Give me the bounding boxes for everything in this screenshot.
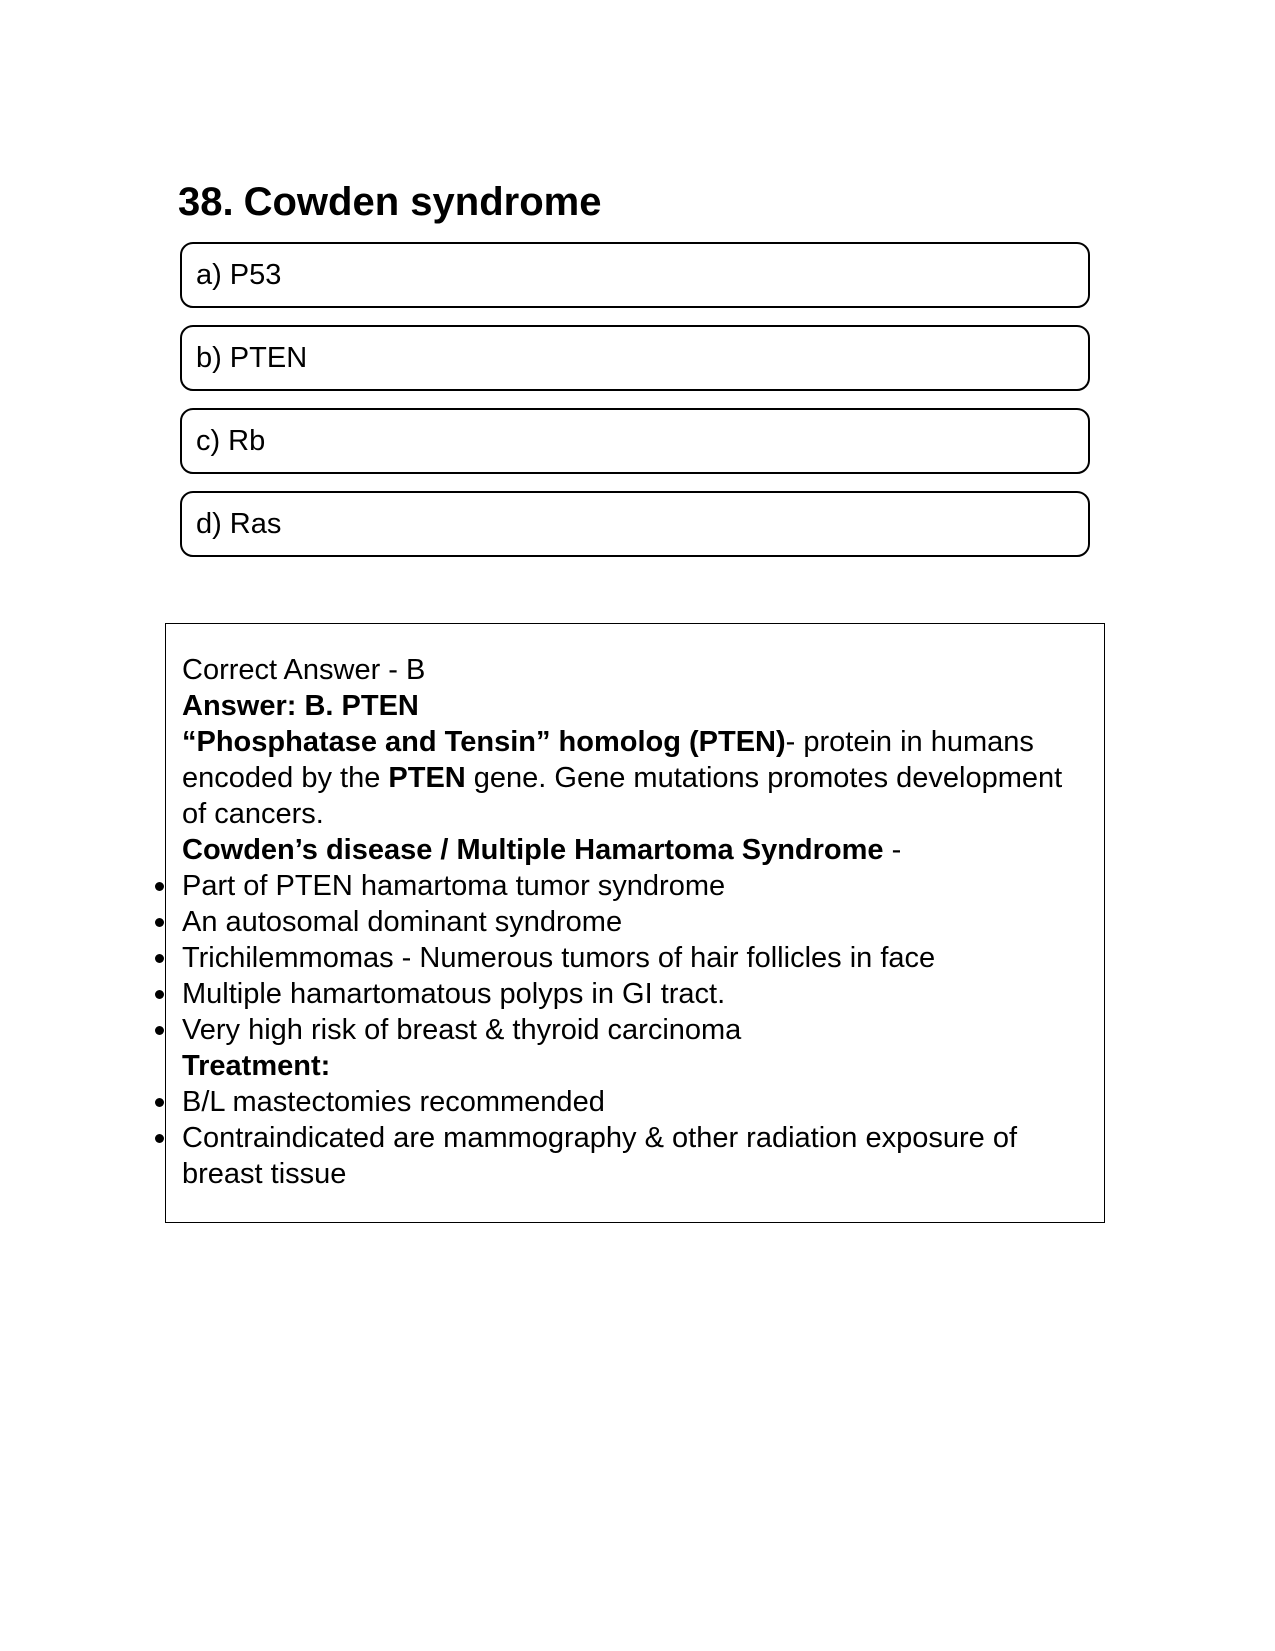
option-b[interactable] <box>180 325 1090 391</box>
pten-definition-text: - protein in humans encoded by the <box>182 726 1034 794</box>
option-text: PTEN <box>229 342 308 374</box>
pten-gene-term: PTEN <box>388 762 466 794</box>
correct-answer-line: Correct Answer - B <box>182 654 426 686</box>
option-letter: d) <box>196 508 222 540</box>
answer-heading: Answer: B. PTEN <box>182 690 419 722</box>
pten-definition-lead: “Phosphatase and Tensin” homolog (PTEN) <box>182 726 786 758</box>
option-a[interactable] <box>180 242 1090 308</box>
treatment-points-list <box>182 1084 1088 1192</box>
question-text: Cowden syndrome <box>243 180 602 224</box>
disease-points-list <box>182 868 1088 1048</box>
disease-point: Multiple hamartomatous polyps in GI tract. <box>182 976 1088 1012</box>
disease-point: An autosomal dominant syndrome <box>182 904 1088 940</box>
disease-point: Very high risk of breast & thyroid carcinoma <box>182 1012 1088 1048</box>
pten-definition <box>182 724 1088 832</box>
question-title <box>178 176 601 228</box>
option-letter: c) <box>196 425 221 457</box>
option-letter: a) <box>196 259 222 291</box>
disease-heading <box>182 832 1088 868</box>
question-number: 38. <box>178 180 234 224</box>
treatment-heading: Treatment: <box>182 1050 331 1082</box>
disease-title-suffix: - <box>883 834 902 866</box>
option-d[interactable] <box>180 491 1090 557</box>
answer-content <box>182 652 1088 1192</box>
disease-point: Part of PTEN hamartoma tumor syndrome <box>182 868 1088 904</box>
treatment-point: B/L mastectomies recommended <box>182 1084 1088 1120</box>
pten-definition-text-end: gene. Gene mutations promotes development of cancers. <box>182 762 1063 830</box>
option-letter: b) <box>196 342 222 374</box>
option-c[interactable] <box>180 408 1090 474</box>
disease-point: Trichilemmomas - Numerous tumors of hair follicles in face <box>182 940 1088 976</box>
option-text: P53 <box>229 259 282 291</box>
option-text: Ras <box>229 508 282 540</box>
answer-explanation-box <box>165 623 1105 1223</box>
disease-title: Cowden’s disease / Multiple Hamartoma Syndrome <box>182 834 884 866</box>
treatment-point: Contraindicated are mammography & other radiation exposure of breast tissue <box>182 1120 1088 1192</box>
option-text: Rb <box>228 425 266 457</box>
